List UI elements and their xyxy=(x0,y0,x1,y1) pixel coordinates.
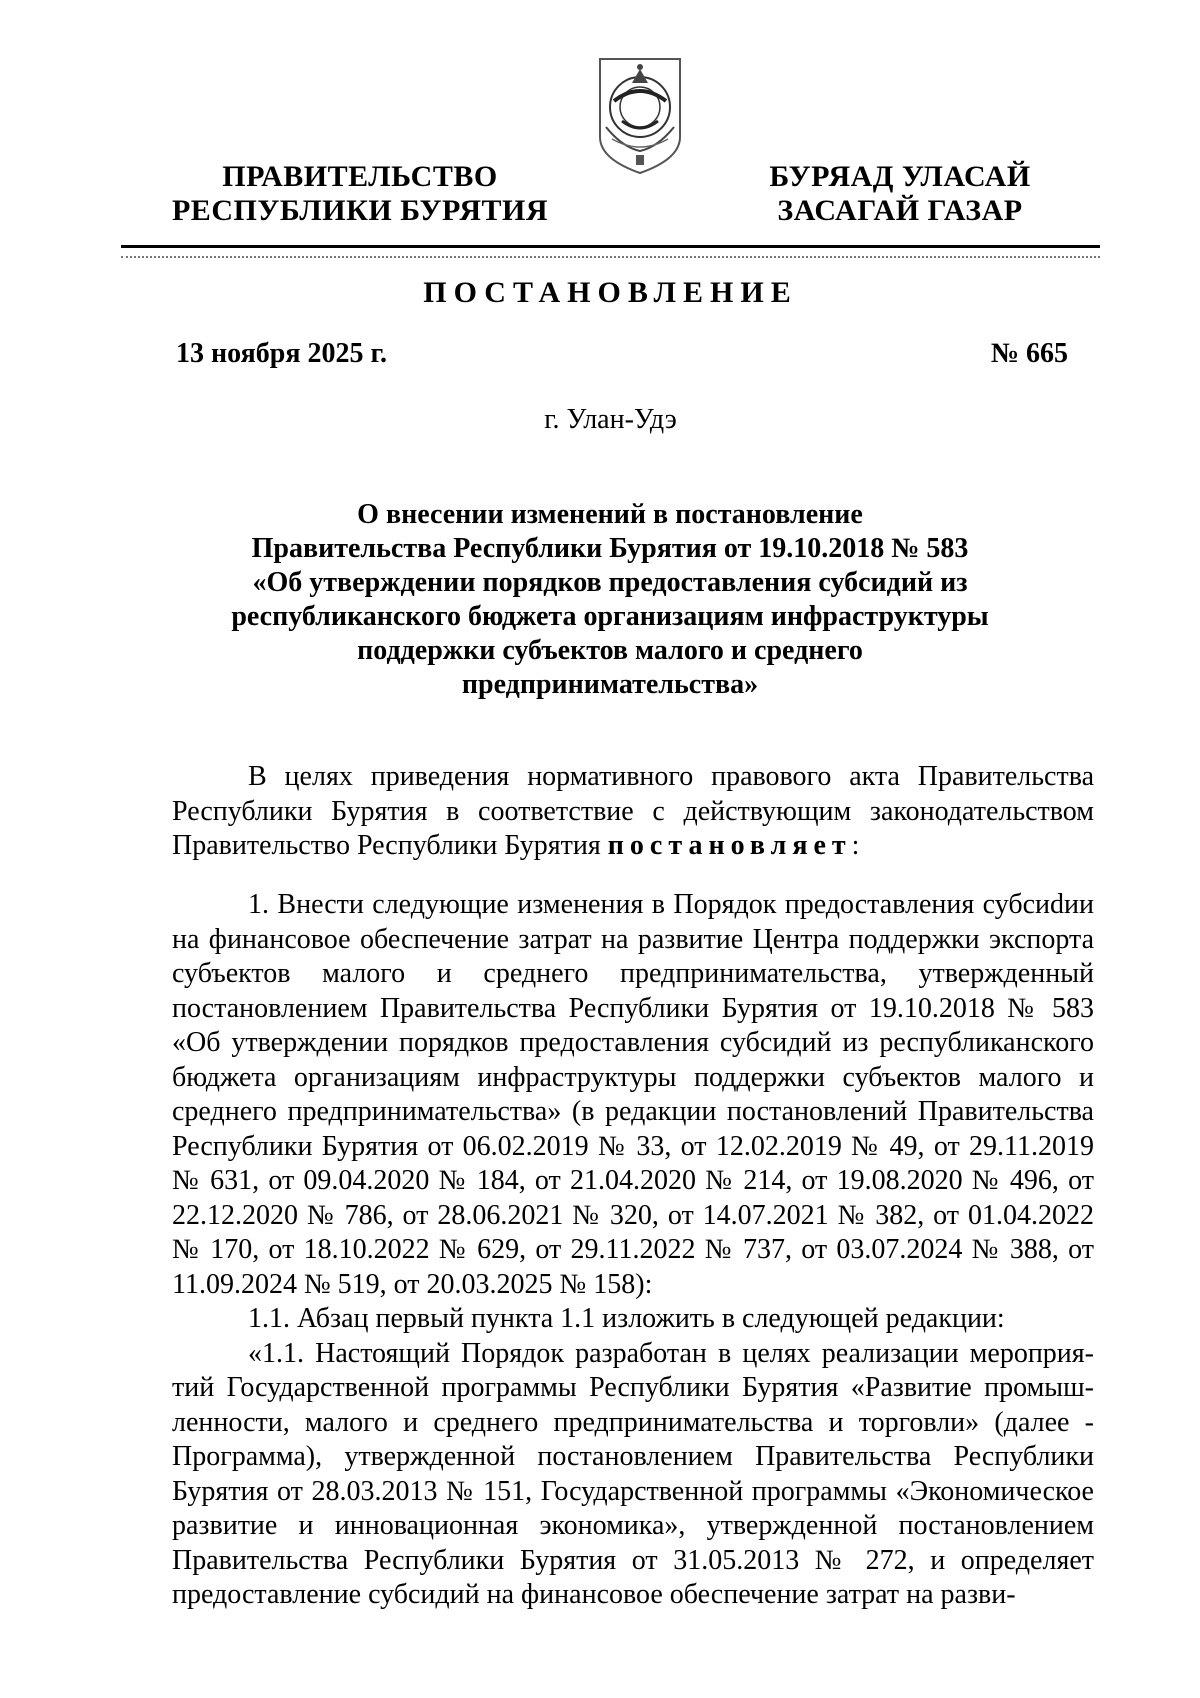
document-date: 13 ноября 2025 г. xyxy=(176,338,388,369)
preamble xyxy=(172,760,1094,864)
document-number: № 665 xyxy=(990,338,1068,369)
government-name-line2: РЕСПУБЛИКИ БУРЯТИЯ xyxy=(171,194,549,227)
government-name-russian xyxy=(160,160,560,228)
preamble-tail: : xyxy=(851,830,860,861)
document-city: г. Улан-Удэ xyxy=(544,404,677,435)
document-subject xyxy=(180,498,1040,702)
body-paragraph: 1. Внести следующие изменения в Порядок предоставления субсиdии на финансовое обеспечение затрат на развитие Центра поддержки экспорта субъектов малого и среднего предпринимательства, утвержденный постановлением Правительства Республики Бурятия от 19.10.2018 № 583 «Об утверждении порядков предоставления субсидий из республиканского бюджета организациям инфраструктуры поддержки субъектов малого и среднего предпринимательства» (в редакции постановлений Правительства Республики Бурятия от 06.02.2019 № 33, от 12.02.2019 № 49, от 29.11.2019 № 631, от 09.04.2020 № 184, от 21.04.2020 № 214, от 19.08.2020 № 496, от 22.12.2020 № 786, от 28.06.2021 № 320, от 14.07.2021 № 382, от 01.04.2022 № 170, от 18.10.2022 № 629, от 29.11.2022 № 737, от 03.07.2024 № 388, от 11.09.2024 № 519, от 20.03.2025 № 158): xyxy=(172,889,1094,1300)
body-paragraph: 1.1. Абзац первый пункта 1.1 изложить в следующей редакции: xyxy=(248,1303,1005,1334)
government-name-buryat xyxy=(740,160,1060,228)
subject-line: Правительства Республики Бурятия от 19.10.2018 № 583 xyxy=(251,533,969,564)
coat-of-arms-icon xyxy=(592,55,688,177)
government-name-buryat-line1: БУРЯАД УЛАСАЙ xyxy=(769,160,1031,193)
document-type-title: ПОСТАНОВЛЕНИЕ xyxy=(423,276,798,309)
subject-line: поддержки субъектов малого и среднего xyxy=(357,635,863,666)
government-name-line1: ПРАВИТЕЛЬСТВО xyxy=(222,160,498,193)
subject-line: «Об утверждении порядков предоставления субсидий из xyxy=(252,567,968,598)
body-paragraph: «1.1. Настоящий Порядок разработан в целях реализации мероприятий Государственной программы Республики Бурятия «Развитие промышленности, малого и среднего предпринимательства и торговли» (далее - Программа), утвержденной постановлением Правительства Республики Бурятия от 28.03.2013 № 151, Государственной программы «Экономическое развитие и инновационная экономика», утвержденной постановлением Правительства Республики Бурятия от 31.05.2013 № 272, и определяет предоставление субсидий на финансовое обеспечение затрат на разви- xyxy=(172,1337,1094,1610)
subject-line: республиканского бюджета организациям инфраструктуры xyxy=(231,601,989,632)
preamble-keyword: постановляет xyxy=(607,830,852,861)
preamble-paragraph xyxy=(172,760,1094,864)
header-divider xyxy=(121,245,1100,248)
header-divider-dotted xyxy=(121,256,1100,258)
government-name-buryat-line2: ЗАСАГАЙ ГАЗАР xyxy=(777,194,1023,227)
decree-body xyxy=(172,888,1094,1613)
subject-line: предпринимательства» xyxy=(461,669,759,700)
preamble-text: В целях приведения нормативного правового акта Правительства Республики Бурятия в соответствие с действующим законодательством Правительство Республики Бурятия xyxy=(172,761,1094,861)
subject-line: О внесении изменений в постановление xyxy=(357,499,863,530)
